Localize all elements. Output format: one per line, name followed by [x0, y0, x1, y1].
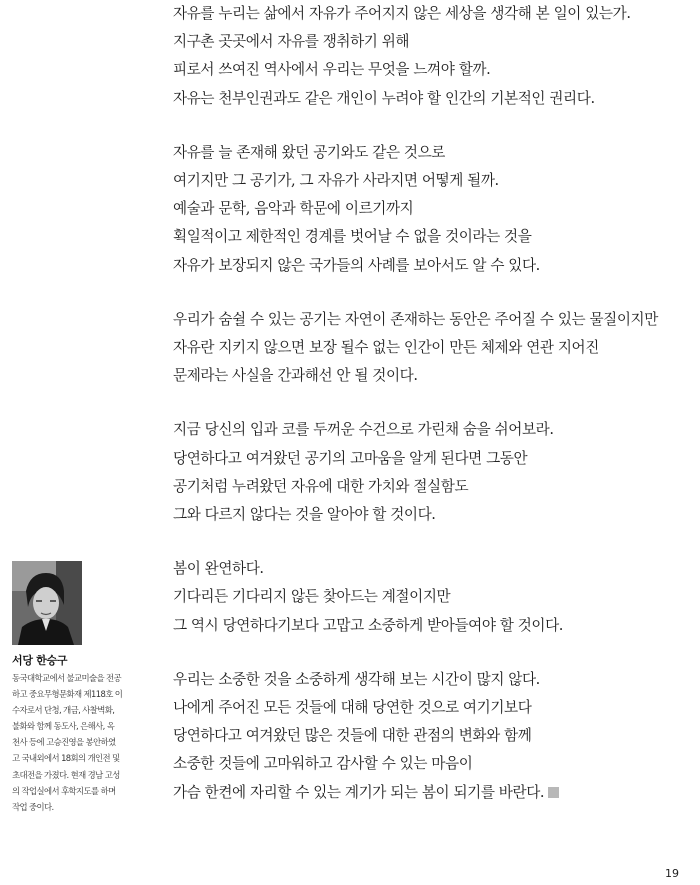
poem-line: 문제라는 사실을 간과해선 안 될 것이다.	[173, 367, 418, 385]
poem-stanza	[173, 416, 693, 529]
poem-line: 공기처럼 누려왔던 자유에 대한 가치와 절실함도	[173, 477, 469, 495]
poem-line: 우리가 숨쉴 수 있는 공기는 자연이 존재하는 동안은 주어질 수 있는 물질이지만	[173, 310, 658, 328]
author-bio-line: 동국대학교에서 불교미술을 전공	[12, 673, 121, 683]
page-number: 19	[665, 867, 679, 880]
poem-line: 그와 다르지 않다는 것을 알아야 할 것이다.	[173, 506, 436, 524]
poem-line-last	[173, 779, 693, 807]
poem-line: 나에게 주어진 모든 것들에 대해 당연한 것으로 여기기보다	[173, 699, 532, 717]
author-name: 서당 한승구	[12, 654, 68, 667]
author-bio-line: 작업 중이다.	[12, 801, 54, 812]
poem-line: 여기지만 그 공기가, 그 자유가 사라지면 어떻게 될까.	[173, 172, 499, 190]
poem-line: 자유가 보장되지 않은 국가들의 사례를 보아서도 알 수 있다.	[173, 256, 540, 274]
poem-line: 소중한 것들에 고마워하고 감사할 수 있는 마음이	[173, 755, 473, 773]
poem-line: 그 역시 당연하다기보다 고맙고 소중하게 받아들여야 할 것이다.	[173, 616, 564, 634]
author-bio-line: 초대전을 가졌다. 현재 경남 고성	[12, 769, 120, 780]
author-bio-line: 고 국내외에서 18회의 개인전 및	[12, 753, 120, 764]
poem-stanza	[173, 306, 693, 391]
end-mark-icon	[548, 787, 559, 798]
poem-stanza	[173, 0, 693, 113]
author-bio-line: 천사 등에 고승진영을 봉안하였	[12, 737, 116, 748]
author-bio-line: 의 작업실에서 후학지도를 하며	[12, 785, 116, 796]
author-bio	[12, 670, 148, 815]
author-bio-line: 불화와 함께 동도사, 은해사, 옥	[12, 721, 115, 732]
poem-line: 지구촌 곳곳에서 자유를 쟁취하기 위해	[173, 33, 410, 51]
poem-body	[173, 0, 693, 833]
poem-line: 자유는 천부인권과도 같은 개인이 누려야 할 인간의 기본적인 권리다.	[173, 89, 595, 107]
poem-line: 우리는 소중한 것을 소중하게 생각해 보는 시간이 많지 않다.	[173, 670, 540, 688]
poem-stanza	[173, 555, 693, 640]
poem-line: 당연하다고 여겨왔던 공기의 고마움을 알게 된다면 그동안	[173, 449, 528, 467]
poem-line: 자유를 누리는 삶에서 자유가 주어지지 않은 세상을 생각해 본 일이 있는가.	[173, 5, 631, 22]
poem-line: 당연하다고 여겨왔던 많은 것들에 대한 관점의 변화와 함께	[173, 727, 532, 745]
author-photo	[12, 561, 82, 645]
author-bio-line: 하고 중요무형문화재 제118호 이	[12, 689, 123, 700]
poem-line: 기다리든 기다리지 않든 찾아드는 계절이지만	[173, 588, 451, 606]
poem-line: 봄이 완연하다.	[173, 560, 264, 578]
poem-stanza	[173, 139, 693, 280]
author-portrait-image	[12, 561, 82, 645]
author-bio-line: 수자로서 단청, 개금, 사찰벽화,	[12, 705, 115, 716]
poem-line: 피로서 쓰여진 역사에서 우리는 무엇을 느껴야 할까.	[173, 61, 491, 79]
poem-line: 획일적이고 제한적인 경계를 벗어날 수 없을 것이라는 것을	[173, 228, 532, 246]
poem-line: 자유란 지키지 않으면 보장 될수 없는 인간이 만든 체제와 연관 지어진	[173, 339, 599, 357]
poem-line-text: 가슴 한켠에 자리할 수 있는 계기가 되는 봄이 되기를 바란다.	[173, 783, 545, 801]
poem-line: 지금 당신의 입과 코를 두꺼운 수건으로 가린채 숨을 쉬어보라.	[173, 421, 554, 439]
poem-stanza	[173, 666, 693, 807]
poem-line: 자유를 늘 존재해 왔던 공기와도 같은 것으로	[173, 143, 445, 161]
poem-line: 예술과 문학, 음악과 학문에 이르기까지	[173, 200, 414, 218]
